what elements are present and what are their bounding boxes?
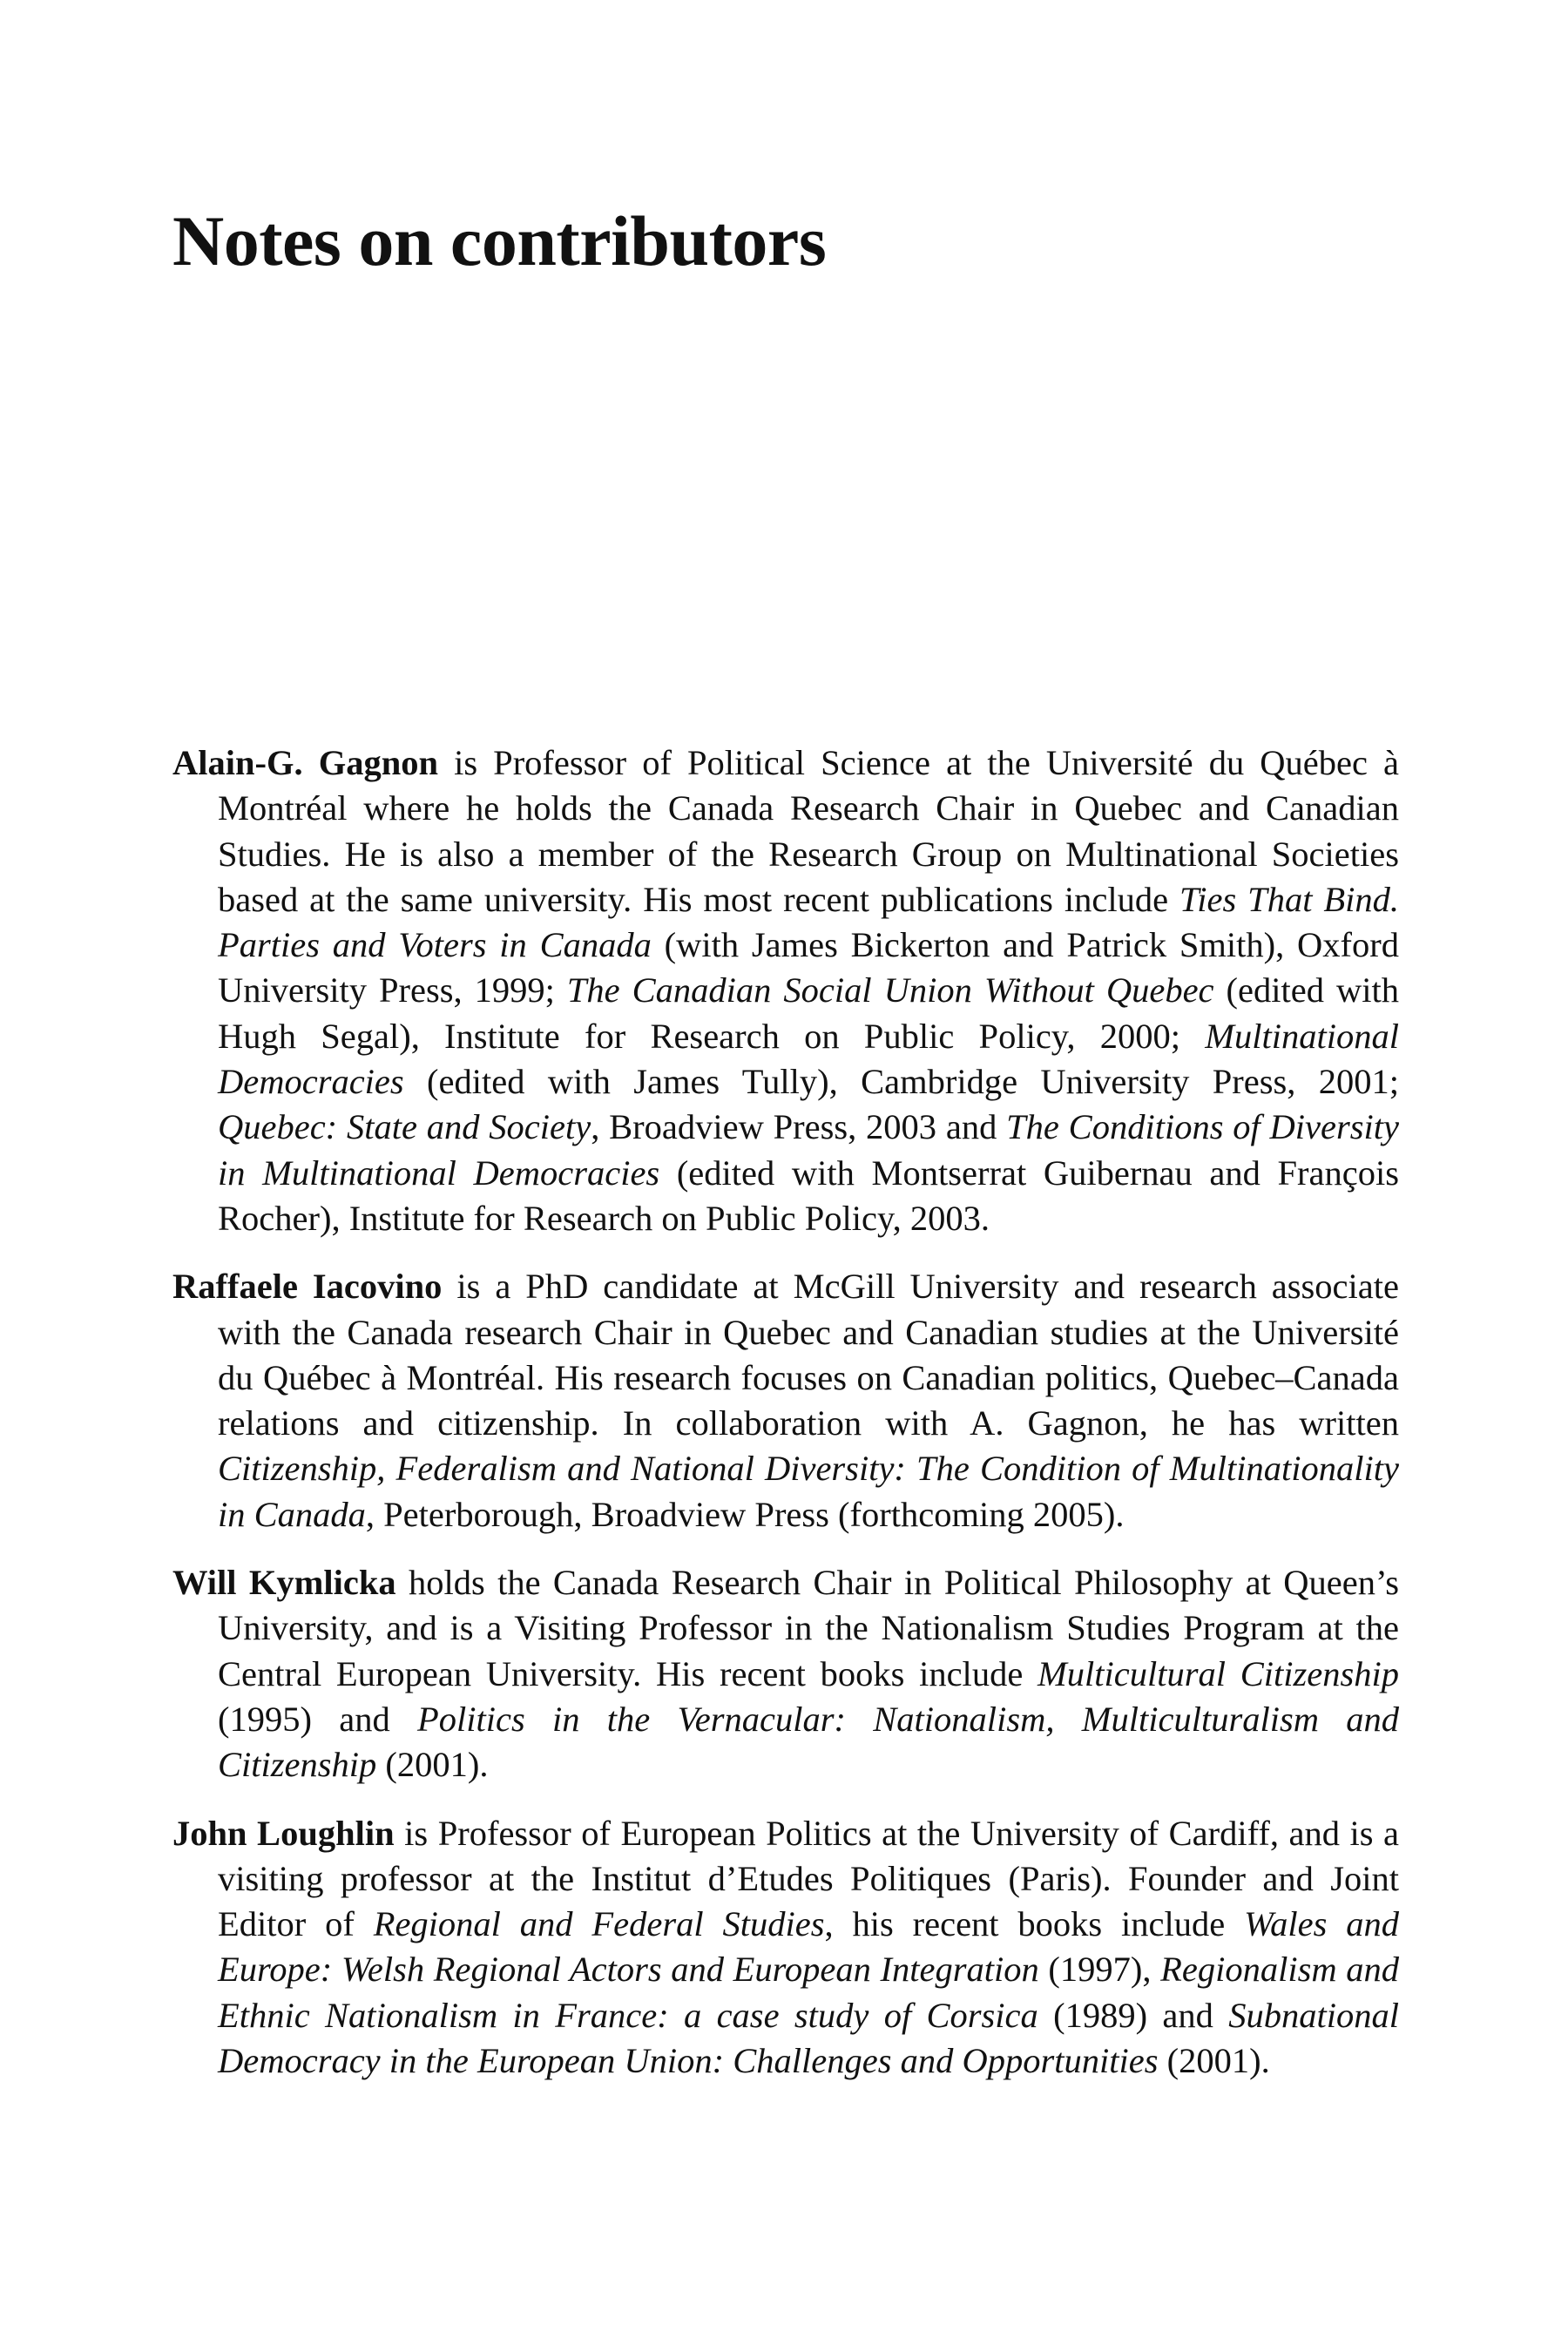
publication-title: The Conditions of Diversity in Multinational Democracies — [218, 1107, 1400, 1193]
bio-text: holds the Canada Research Chair in Political Philosophy at Queen’s University, and is a Visiting Professor in the Nationalism Studies Program at the Central European University. His recent books include — [218, 1563, 1399, 1693]
bio-text: is Professor of Political Science at the Université du Québec à Montréal where he holds the Canada Research Chair in Quebec and Canadian Studies. He is also a member of the Research Group on Multinational Societies based at the same university. His most recent publications include — [218, 743, 1399, 919]
bio-text: (2001). — [376, 1745, 489, 1785]
publication-title: Regional and Federal Studies — [373, 1904, 825, 1944]
publication-title: Politics in the Vernacular: Nationalism, Multiculturalism and Citizenship — [218, 1699, 1399, 1785]
contributor-list — [172, 740, 1399, 2106]
publication-title: The Canadian Social Union Without Quebec — [566, 970, 1214, 1010]
publication-title: Multinational Democracies — [218, 1016, 1399, 1102]
contributor-entry — [172, 1811, 1399, 2085]
bio-text: (with James Bickerton and Patrick Smith), Oxford University Press, 1999; — [218, 925, 1399, 1010]
bio-text: (edited with James Tully), Cambridge University Press, 2001; — [403, 1062, 1399, 1102]
bio-text: (1995) and — [218, 1699, 418, 1739]
contributor-name: John Loughlin — [172, 1813, 395, 1853]
contributor-bio — [218, 743, 1399, 1238]
contributor-entry — [172, 1560, 1399, 1788]
contributor-bio — [218, 1814, 1399, 2080]
publication-title: Regionalism and Ethnic Nationalism in France: a case study of Corsica — [218, 1950, 1399, 2035]
bio-text: (1989) and — [1037, 1995, 1229, 2035]
bio-text: (2001). — [1158, 2041, 1270, 2081]
bio-text: (edited with Montserrat Guibernau and François Rocher), Institute for Research on Public Policy, 2003. — [218, 1152, 1399, 1238]
publication-title: Wales and Europe: Welsh Regional Actors and European Integration — [218, 1904, 1400, 1990]
publication-title: Multicultural Citizenship — [1037, 1653, 1399, 1693]
publication-title: Citizenship, Federalism and National Diversity: The Condition of Multinationality in Canada — [218, 1449, 1399, 1534]
publication-title: Subnational Democracy in the European Union: Challenges and Opportunities — [218, 1995, 1399, 2081]
bio-text: , Broadview Press, 2003 and — [591, 1107, 1007, 1147]
contributor-name: Raffaele Iacovino — [172, 1267, 443, 1307]
bio-text: is Professor of European Politics at the University of Cardiff, and is a visiting professor at the Institut d’Etudes Politiques (Paris). Founder and Joint Editor of — [218, 1813, 1399, 1944]
contributor-name: Alain-G. Gagnon — [172, 743, 439, 782]
bio-text: (edited with Hugh Segal), Institute for Research on Public Policy, 2000; — [218, 970, 1399, 1056]
contributor-name: Will Kymlicka — [172, 1563, 396, 1603]
bio-text: (1997), — [1038, 1950, 1161, 1990]
bio-text: , his recent books include — [824, 1904, 1245, 1944]
bio-text: , Peterborough, Broadview Press (forthcoming 2005). — [365, 1494, 1125, 1534]
publication-title: Quebec: State and Society — [218, 1107, 591, 1147]
publication-title: Ties That Bind. Parties and Voters in Canada — [218, 879, 1400, 965]
page-title: Notes on contributors — [172, 201, 827, 280]
contributor-entry — [172, 740, 1399, 1241]
bio-text: is a PhD candidate at McGill University and research associate with the Canada research Chair in Quebec and Canadian studies at the Université du Québec à Montréal. His research focuses on Canadian politics, Quebec–Canada relations and citizenship. In collaboration with A. Gagnon, he has written — [218, 1267, 1399, 1443]
contributor-bio — [218, 1267, 1399, 1533]
contributor-entry — [172, 1264, 1399, 1538]
